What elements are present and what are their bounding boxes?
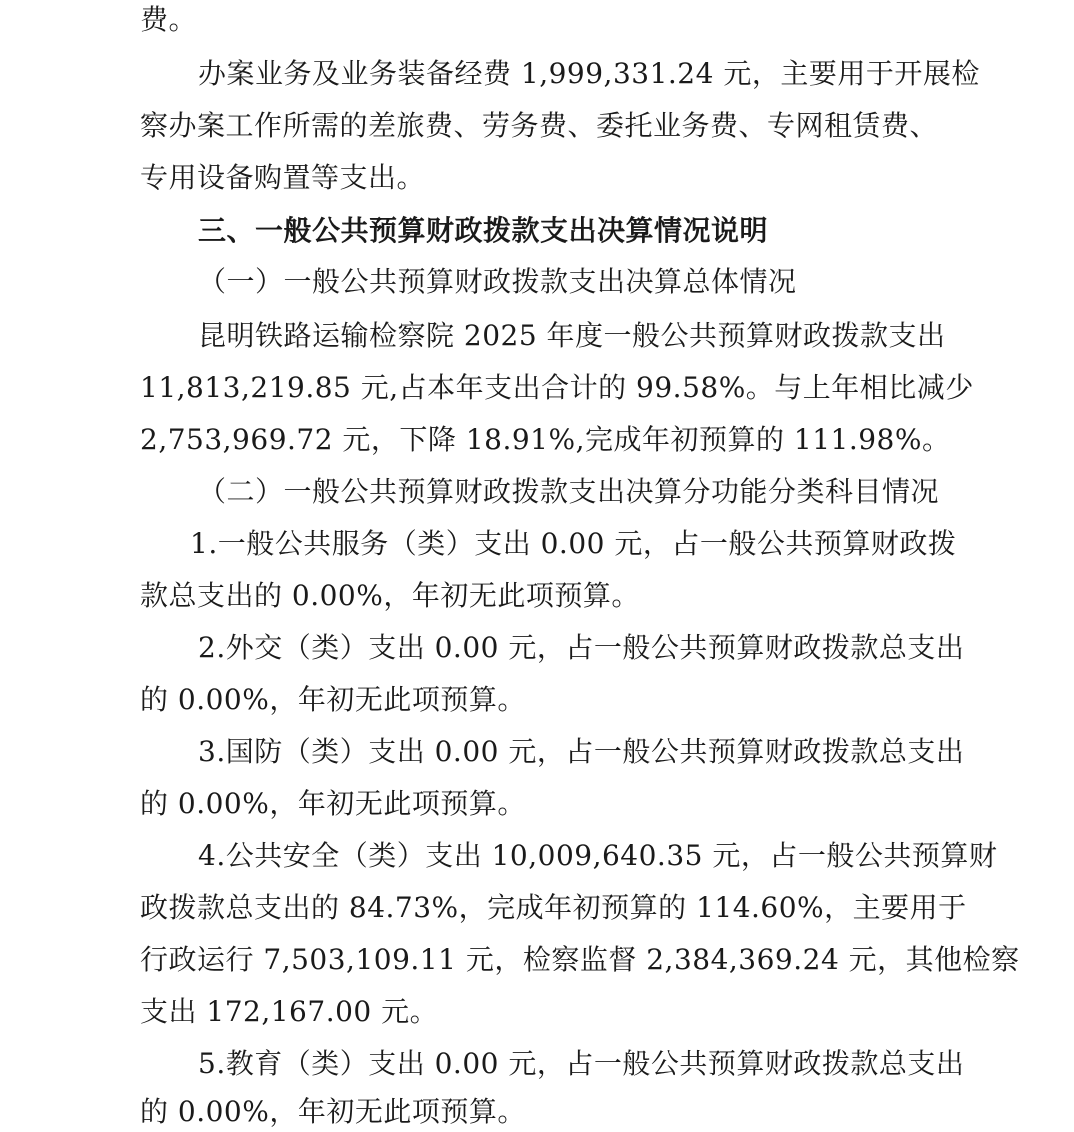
paragraph-line: 2.外交（类）支出 0.00 元，占一般公共预算财政拨款总支出	[198, 631, 965, 664]
paragraph-line: 11,813,219.85 元,占本年支出合计的 99.58%。与上年相比减少	[140, 371, 974, 404]
paragraph-line: 支出 172,167.00 元。	[140, 995, 439, 1028]
paragraph-line: 款总支出的 0.00%，年初无此项预算。	[140, 579, 640, 612]
paragraph-line: 4.公共安全（类）支出 10,009,640.35 元，占一般公共预算财	[198, 839, 998, 872]
paragraph-line: 专用设备购置等支出。	[140, 161, 426, 194]
paragraph-line: 3.国防（类）支出 0.00 元，占一般公共预算财政拨款总支出	[198, 735, 965, 768]
subsection-heading: （二）一般公共预算财政拨款支出决算分功能分类科目情况	[198, 475, 940, 508]
paragraph-line: 2,753,969.72 元，下降 18.91%,完成年初预算的 111.98%。	[140, 423, 951, 456]
subsection-heading: （一）一般公共预算财政拨款支出决算总体情况	[198, 265, 797, 298]
paragraph-line: 昆明铁路运输检察院 2025 年度一般公共预算财政拨款支出	[198, 319, 946, 352]
paragraph-line: 办案业务及业务装备经费 1,999,331.24 元，主要用于开展检	[198, 57, 980, 90]
paragraph-line: 的 0.00%，年初无此项预算。	[140, 683, 526, 716]
paragraph-line: 费。	[140, 3, 198, 36]
paragraph-line: 的 0.00%，年初无此项预算。	[140, 787, 526, 820]
section-heading: 三、一般公共预算财政拨款支出决算情况说明	[198, 214, 769, 247]
paragraph-line: 5.教育（类）支出 0.00 元，占一般公共预算财政拨款总支出	[198, 1047, 965, 1080]
paragraph-line: 的 0.00%，年初无此项预算。	[140, 1095, 526, 1128]
paragraph-line: 察办案工作所需的差旅费、劳务费、委托业务费、专网租赁费、	[140, 109, 939, 142]
paragraph-line: 行政运行 7,503,109.11 元，检察监督 2,384,369.24 元，其他检察	[140, 943, 1020, 976]
paragraph-line: 1.一般公共服务（类）支出 0.00 元，占一般公共预算财政拨	[190, 527, 957, 560]
paragraph-line: 政拨款总支出的 84.73%，完成年初预算的 114.60%，主要用于	[140, 891, 967, 924]
